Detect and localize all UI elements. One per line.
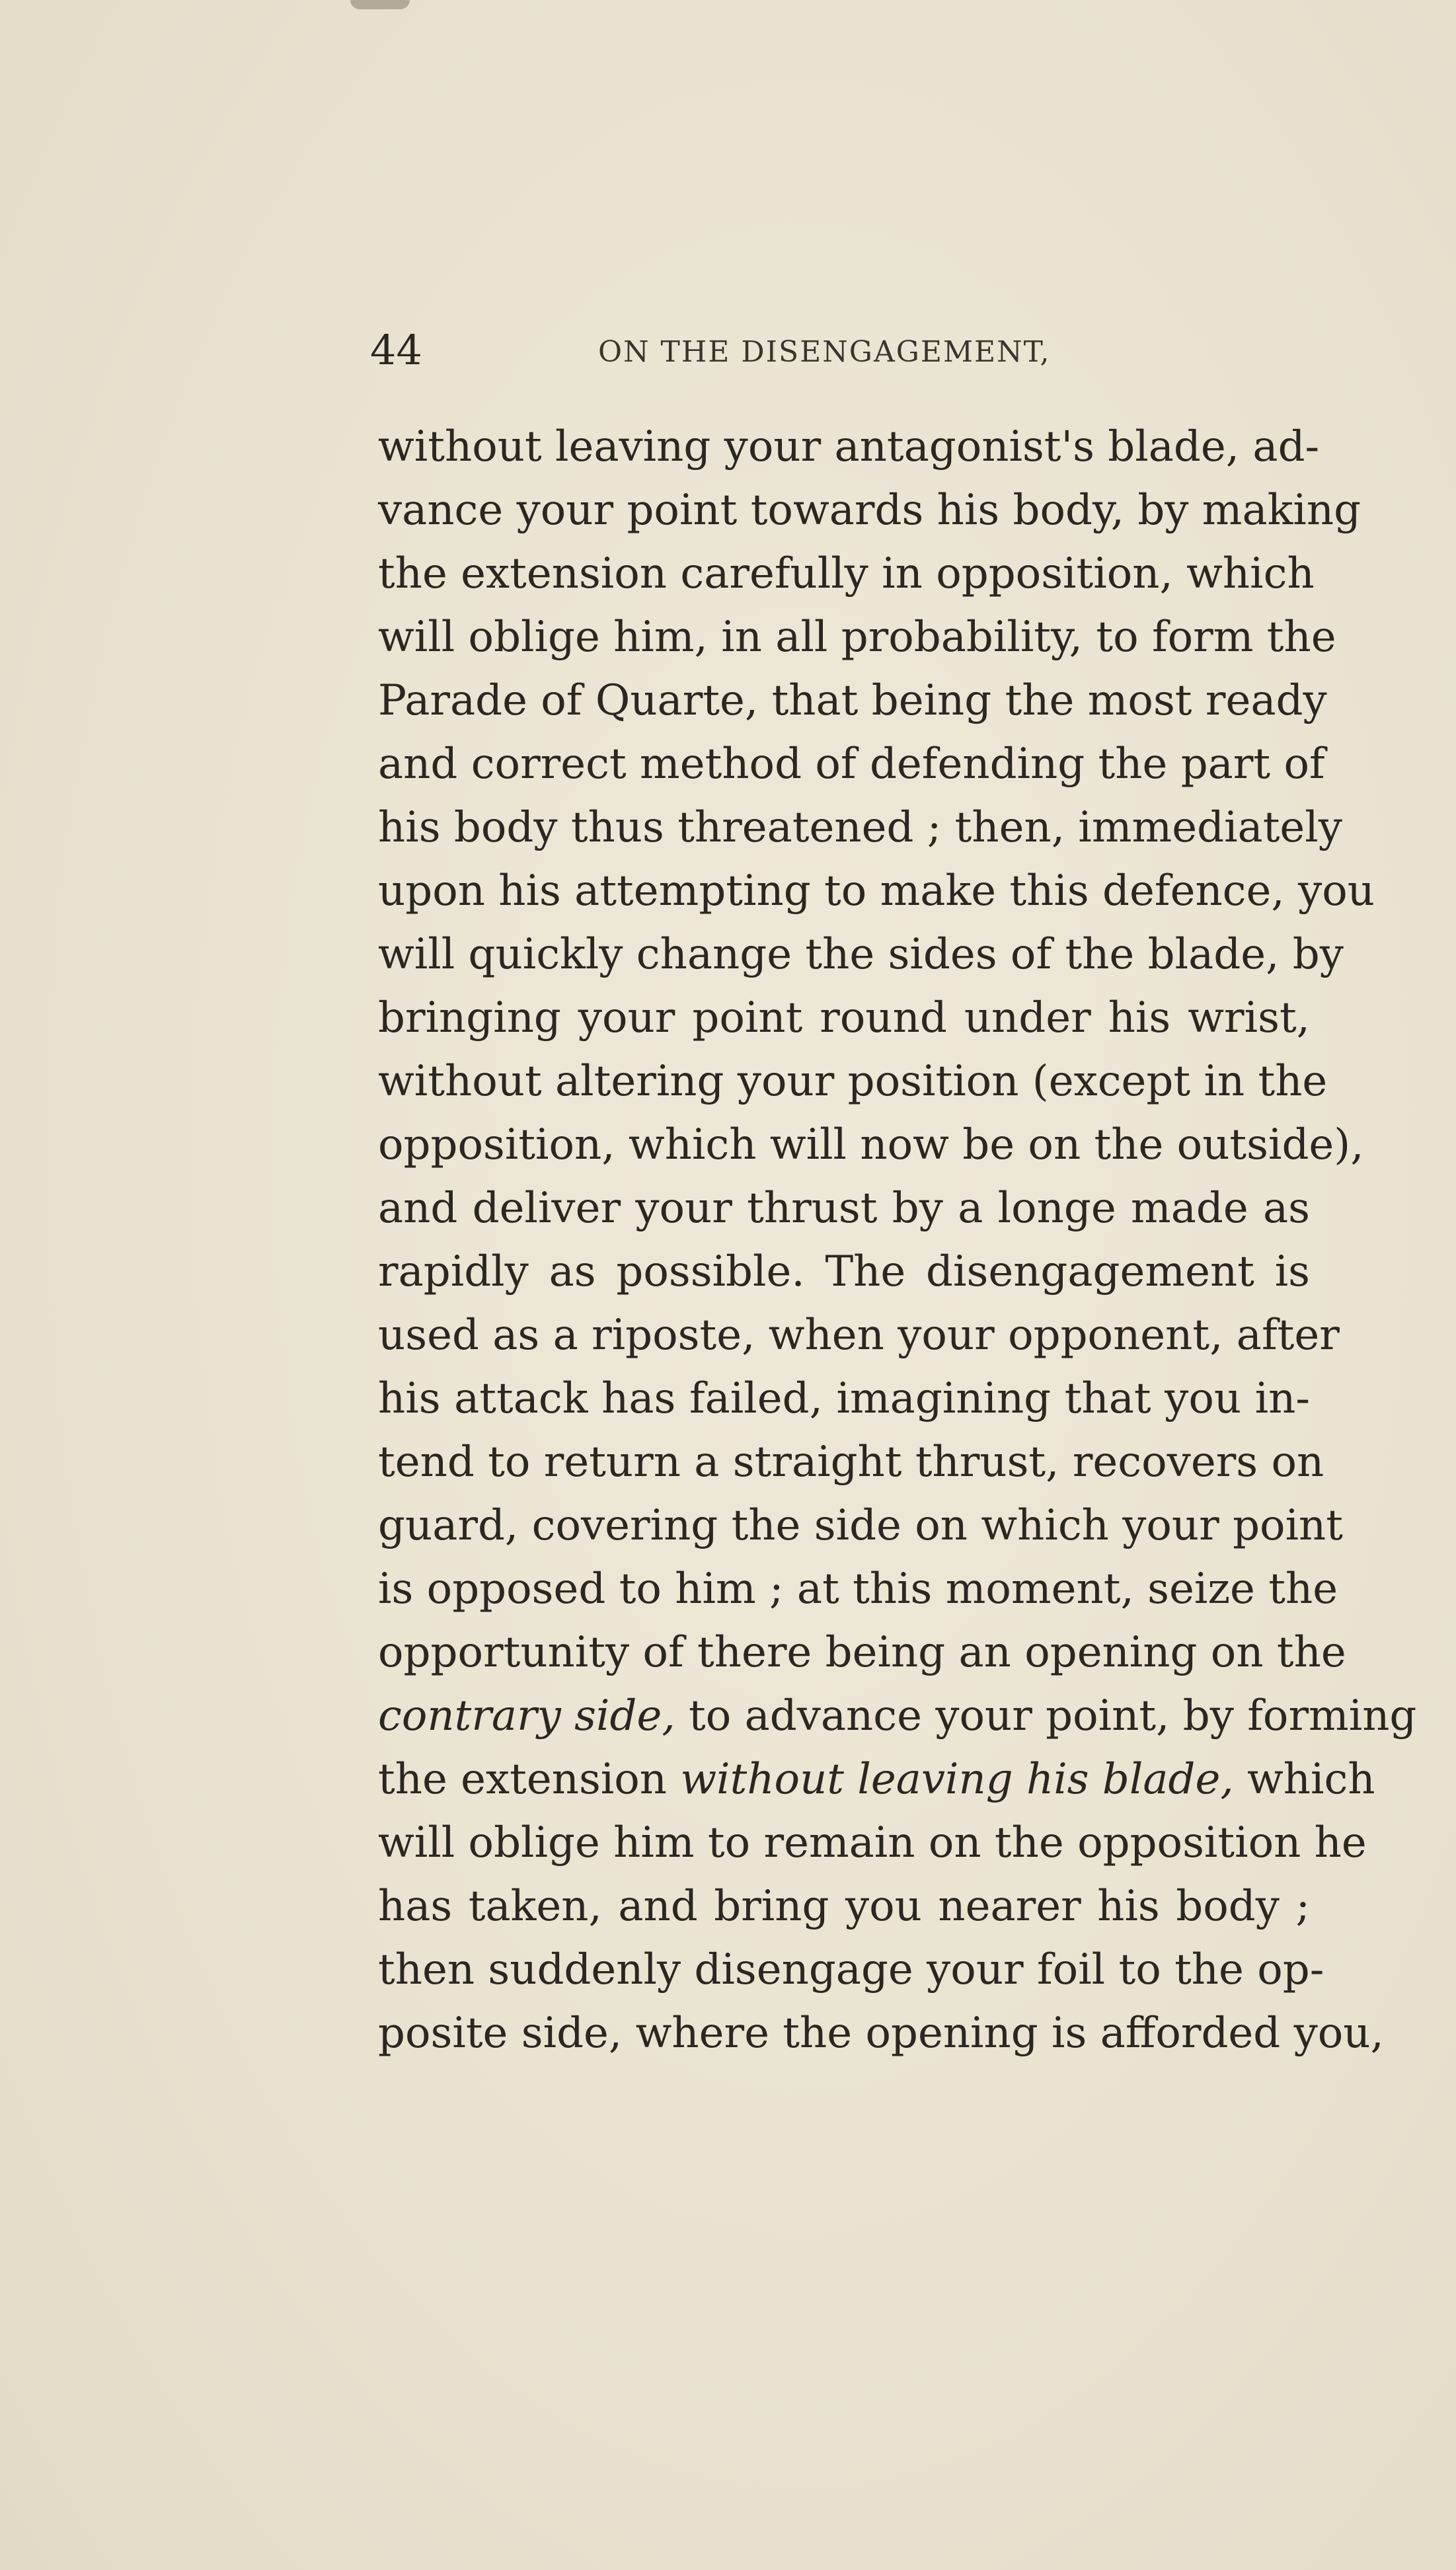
text-line: used as a riposte, when your opponent, after [378,1311,1340,1360]
text-line: and deliver your thrust by a longe made as [378,1184,1310,1233]
text-line: will oblige him to remain on the opposition he [378,1818,1367,1867]
text-line: vance your point towards his body, by making [378,486,1361,535]
text-line: Parade of Quarte, that being the most ready [378,676,1327,725]
text-line: the extension without leaving his blade, which [378,1755,1375,1804]
text-line: is opposed to him ; at this moment, seize the [378,1565,1338,1614]
text-line: without leaving your antagonist's blade, ad- [378,422,1320,471]
text-line: his attack has failed, imagining that you in- [378,1374,1310,1423]
page-header [370,324,1309,377]
text-line: upon his attempting to make this defence, you [378,867,1375,915]
text-line: and correct method of defending the part of [378,740,1325,789]
text-line: will quickly change the sides of the blade, by [378,930,1344,979]
text-line: has taken, and bring you nearer his body ; [378,1882,1310,1931]
text-line: guard, covering the side on which your point [378,1501,1343,1550]
text-line: bringing your point round under his wrist, [378,993,1310,1042]
italic-phrase: contrary side, [378,1692,675,1740]
text-line: contrary side, to advance your point, by forming [378,1692,1417,1740]
text-line: tend to return a straight thrust, recovers on [378,1438,1324,1487]
body-text [378,415,1417,2065]
running-head: ON THE DISENGAGEMENT, [598,335,1051,369]
text-line: then suddenly disengage your foil to the op- [378,1945,1324,1994]
page-number: 44 [370,326,422,374]
text-line: opposition, which will now be on the outside), [378,1120,1364,1169]
text-line: opportunity of there being an opening on the [378,1628,1346,1677]
text-line: will oblige him, in all probability, to form the [378,613,1336,662]
ink-smudge [350,0,410,9]
text-line: without altering your position (except in the [378,1057,1328,1106]
text-line: rapidly as possible. The disengagement is [378,1247,1310,1296]
text-line: his body thus threatened ; then, immediately [378,803,1342,852]
text-line: posite side, where the opening is afforded you, [378,2009,1384,2058]
text-line: the extension carefully in opposition, which [378,549,1315,598]
italic-phrase: without leaving his blade, [680,1755,1234,1804]
